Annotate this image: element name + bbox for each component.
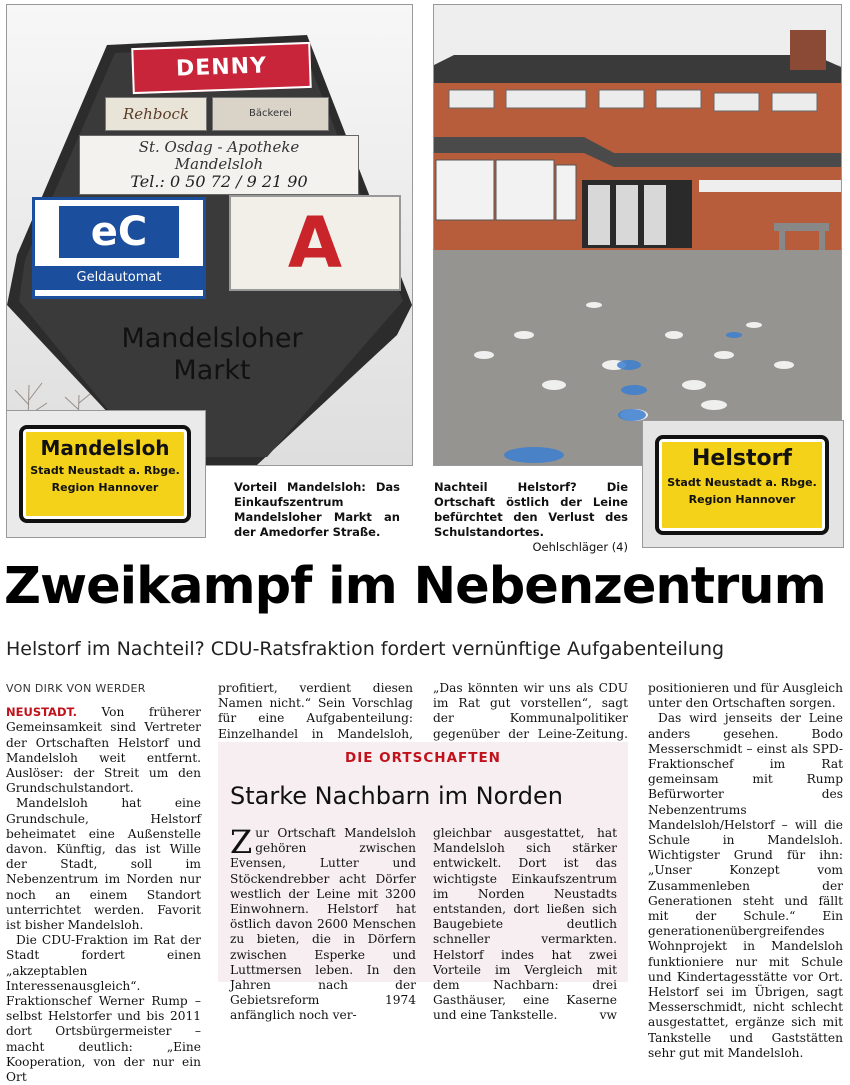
article-paragraph: „Das könnten wir uns als CDU im Rat gut vorstellen“, sagt der Kommunalpolitiker gegenüber der Leine-Zeitung.: [433, 681, 628, 741]
headline: Zweikampf im Nebenzentrum: [4, 557, 826, 616]
article-paragraph: profitiert, verdient diesen Namen nicht.“ Sein Vorschlag für eine Aufgabenteilung: Einzelhandel in Mandelsloh,: [218, 681, 413, 741]
photo-credit: Oehlschläger (4): [532, 540, 628, 554]
byline: VON DIRK VON WERDER: [6, 682, 146, 695]
denny-panel: [131, 42, 311, 94]
town-sign-city: Stadt Neustadt a. Rbge.: [30, 464, 180, 477]
rehbock-panel: [105, 97, 207, 131]
baeckerei-label: Bäckerei: [249, 108, 292, 119]
school-building-illustration: [434, 5, 841, 465]
dropcap: Z: [230, 823, 253, 861]
town-sign-inset-mandelsloh: [6, 410, 206, 538]
infobox-column-2: [433, 826, 617, 1024]
town-sign-mandelsloh: [19, 425, 191, 523]
pharmacy-town: Mandelsloh: [174, 155, 264, 173]
photo-helstorf-school: [433, 4, 842, 466]
ec-label: Geldautomat: [35, 266, 203, 290]
article-column-4: [648, 681, 843, 1061]
town-sign-region: Region Hannover: [688, 493, 796, 506]
market-panel: [47, 323, 377, 403]
market-name-line2: Markt: [173, 355, 251, 386]
infobox-ortschaften: [218, 742, 628, 1023]
caption-right: [434, 480, 628, 555]
town-sign-name: Mandelsloh: [40, 436, 170, 460]
infobox-title: Starke Nachbarn im Norden: [230, 782, 563, 810]
infobox-kicker: DIE ORTSCHAFTEN: [345, 750, 501, 766]
caption-right-text: Nachteil Helstorf? Die Ortschaft östlich der Leine befürchtet den Verlust des Schulstandortes.: [434, 480, 628, 539]
article-column-1: [6, 681, 201, 1085]
apotheke-a-icon: A: [287, 202, 343, 284]
baeckerei-panel: [212, 97, 329, 131]
town-sign-name: Helstorf: [691, 446, 793, 471]
infobox-text: gleichbar ausgestattet, hat Mandelsloh sich stärker entwickelt. Dort ist das wichtigste Einkaufszentrum im Norden Neustadts entstanden, dort ließen sich Baugebiete deutlich schneller vermarkten. Helstorf indes hat zwei Vorteile im Vergleich mit dem Nachbarn: drei Gasthäuser, eine Kaserne und eine Tankstelle.: [433, 826, 617, 1023]
article-text: Von früherer Gemeinsamkeit sind Vertreter der Ortschaften Helstorf und Mandelsloh weit entfernt. Auslöser: der Streit um den Grundschulstandort.: [6, 705, 202, 796]
subheadline: Helstorf im Nachteil? CDU-Ratsfraktion fordert vernünftige Aufgabenteilung: [6, 638, 725, 660]
article-paragraph: Mandelsloh hat eine Grundschule, Helstorf beheimatet eine Außenstelle davon. Künftig, das ist Wille der Stadt, soll im Nebenzentrum im Norden nur noch an einem Standort unterrichtet werden. Favorit ist bisher Mandelsloh.: [6, 796, 201, 933]
town-sign-city: Stadt Neustadt a. Rbge.: [667, 476, 817, 489]
pharmacy-panel: [79, 135, 359, 195]
market-name-line1: Mandelsloher: [121, 323, 303, 354]
pharmacy-phone: Tel.: 0 50 72 / 9 21 90: [130, 172, 308, 191]
article-paragraph: Die CDU-Fraktion im Rat der Stadt fordert einen „akzeptablen Interessenausgleich“. Fraktionschef Werner Rump – selbst Helstorfer und bis 2011 dort Ortsbürgermeister – macht deutlich: „Eine Kooperation, von der nur ein Ort: [6, 933, 201, 1085]
article-paragraph: positionieren und für Ausgleich unter den Ortschaften sorgen.: [648, 681, 843, 711]
caption-left: Vorteil Mandelsloh: Das Einkaufszentrum Mandelsloher Markt an der Amedorfer Straße.: [234, 480, 400, 539]
ec-panel: [32, 197, 206, 299]
article-paragraph: [6, 705, 201, 796]
apotheke-panel: [229, 195, 401, 291]
town-sign-region: Region Hannover: [51, 481, 159, 494]
rehbock-logo: Rehbock: [123, 105, 189, 123]
article-paragraph: Das wird jenseits der Leine anders gesehen. Bodo Messerschmidt – einst als SPD-Fraktionschef im Rat gemeinsam mit Rump Befürworter des Nebenzentrums Mandelsloh/Helstorf – will die Schule in Mandelsloh. Wichtigster Grund für ihn: „Unser Konzept vom Zusammenleben der Generationen steht und fällt mit der Schule.“ Ein generationenübergreifendes Wohnprojekt in Mandelsloh funktioniere nur mit Schule und Kindertagesstätte vor Ort. Helstorf sei im Übrigen, sagt Messerschmidt, nicht schlecht ausgestattet, ergänze sich mit Tankstelle und Gaststätten sehr gut mit Mandelsloh.: [648, 711, 843, 1060]
denny-logo: DENNY: [175, 53, 268, 82]
ec-logo: eC: [59, 206, 179, 258]
infobox-column-1: [230, 823, 416, 1024]
pharmacy-name: St. Osdag - Apotheke: [138, 138, 300, 156]
author-initials: vw: [599, 1008, 617, 1023]
dateline: NEUSTADT.: [6, 705, 77, 720]
town-sign-helstorf: [655, 435, 829, 535]
photo-mandelsloher-markt: [6, 4, 413, 466]
town-sign-inset-helstorf: [642, 420, 844, 548]
infobox-text: ur Ortschaft Mandelsloh gehören zwischen Evensen, Lutter und Stöckendrebber acht Dörfer westlich der Leine mit 3200 Einwohnern. Helstorf hat östlich davon 2600 Menschen zu bieten, die in Dörfern zwischen Esperke und Luttmersen leben. In den Jahren nach der Gebietsreform 1974 anfänglich noch ver-: [230, 826, 416, 1023]
